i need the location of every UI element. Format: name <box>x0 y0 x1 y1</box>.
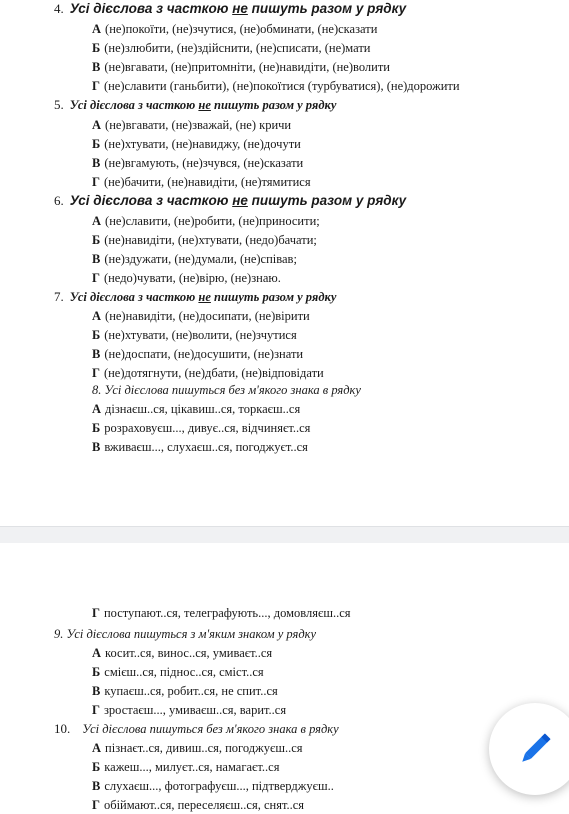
option-v: В слухаєш..., фотографуєш..., підтверджуєш.. <box>92 779 334 793</box>
question-text-end: пишуть разом у рядку <box>210 290 337 304</box>
option-a: А (не)навидіти, (не)досипати, (не)вірити <box>92 309 310 323</box>
question-7-heading <box>54 288 336 306</box>
question-text-end: пишуть разом у рядку <box>247 193 407 208</box>
question-6-heading <box>54 192 406 210</box>
option-b: Б (не)злюбити, (не)здійснити, (не)списати, (не)мати <box>92 41 371 55</box>
option-h: Г (не)славити (ганьбити), (не)покоїтися (турбуватися), (не)дорожити <box>92 79 460 93</box>
option-v: В (не)вгавати, (не)притомніти, (не)навидіти, (не)волити <box>92 60 390 74</box>
option-h: Г (недо)чувати, (не)вірю, (не)знаю. <box>92 271 281 285</box>
option-a: А (не)покоїти, (не)зчутися, (не)обминати, (не)сказати <box>92 22 378 36</box>
option-b: Б (не)навидіти, (не)хтувати, (недо)бачати; <box>92 233 317 247</box>
particle-underlined: не <box>198 290 211 304</box>
question-number: 6. <box>54 193 64 208</box>
question-text: Усі дієслова з часткою <box>69 98 199 112</box>
option-h: Г поступают..ся, телеграфують..., домовляєш..ся <box>92 606 351 620</box>
option-h: Г (не)бачити, (не)навидіти, (не)тямитися <box>92 175 311 189</box>
question-10-heading <box>54 720 339 738</box>
option-v: В купаєш..ся, робит..ся, не спит..ся <box>92 684 278 698</box>
option-a: А косит..ся, винос..ся, умиваєт..ся <box>92 646 273 660</box>
question-number: 10. <box>54 721 71 736</box>
option-h: Г обіймают..ся, переселяєш..ся, снят..ся <box>92 798 305 812</box>
option-h: Г зростаєш..., умиваєш..ся, варит..ся <box>92 703 287 717</box>
question-number: 4. <box>54 1 64 16</box>
question-number: 5. <box>54 97 64 112</box>
option-a: А дізнаєш..ся, цікавиш..ся, торкаєш..ся <box>92 402 301 416</box>
option-b: Б (не)хтувати, (не)волити, (не)зчутися <box>92 328 297 342</box>
particle-underlined: не <box>232 1 248 16</box>
question-9-heading: 9. Усі дієслова пишуться з м'яким знаком у рядку <box>54 627 317 641</box>
option-b: Б кажеш..., милуєт..ся, намагаєт..ся <box>92 760 280 774</box>
question-text: Усі дієслова з часткою <box>69 1 233 16</box>
question-8-heading: 8. Усі дієслова пишуться без м'якого знака в рядку <box>92 383 361 397</box>
page-break <box>0 526 569 544</box>
pencil-icon <box>515 729 555 769</box>
option-v: В (не)доспати, (не)досушити, (не)знати <box>92 347 304 361</box>
question-text-end: пишуть разом у рядку <box>210 98 337 112</box>
question-5-heading <box>54 96 336 114</box>
question-text: Усі дієслова з часткою <box>69 290 199 304</box>
question-number: 7. <box>54 289 64 304</box>
particle-underlined: не <box>198 98 211 112</box>
option-b: Б смієш..ся, піднос..ся, сміст..ся <box>92 665 264 679</box>
question-text-end: пишуть разом у рядку <box>247 1 407 16</box>
particle-underlined: не <box>232 193 248 208</box>
option-a: А пізнаєт..ся, дивиш..ся, погоджуєш..ся <box>92 741 303 755</box>
option-a: А (не)славити, (не)робити, (не)приносити; <box>92 214 320 228</box>
option-h: Г (не)дотягнути, (не)дбати, (не)відповідати <box>92 366 324 380</box>
option-b: Б (не)хтувати, (не)навиджу, (не)дочути <box>92 137 301 151</box>
question-text: Усі дієслова з часткою <box>69 193 233 208</box>
document-page-2 <box>0 543 569 813</box>
question-text: Усі дієслова пишуться без м'якого знака в рядку <box>82 722 339 736</box>
option-v: В вживаєш..., слухаєш..ся, погоджуєт..ся <box>92 440 308 454</box>
option-b: Б розраховуєш..., дивує..ся, відчиняєт..ся <box>92 421 311 435</box>
option-v: В (не)вгамують, (не)зчувся, (не)сказати <box>92 156 304 170</box>
option-a: А (не)вгавати, (не)зважай, (не) кричи <box>92 118 292 132</box>
option-v: В (не)здужати, (не)думали, (не)співав; <box>92 252 297 266</box>
question-4-heading <box>54 0 406 18</box>
